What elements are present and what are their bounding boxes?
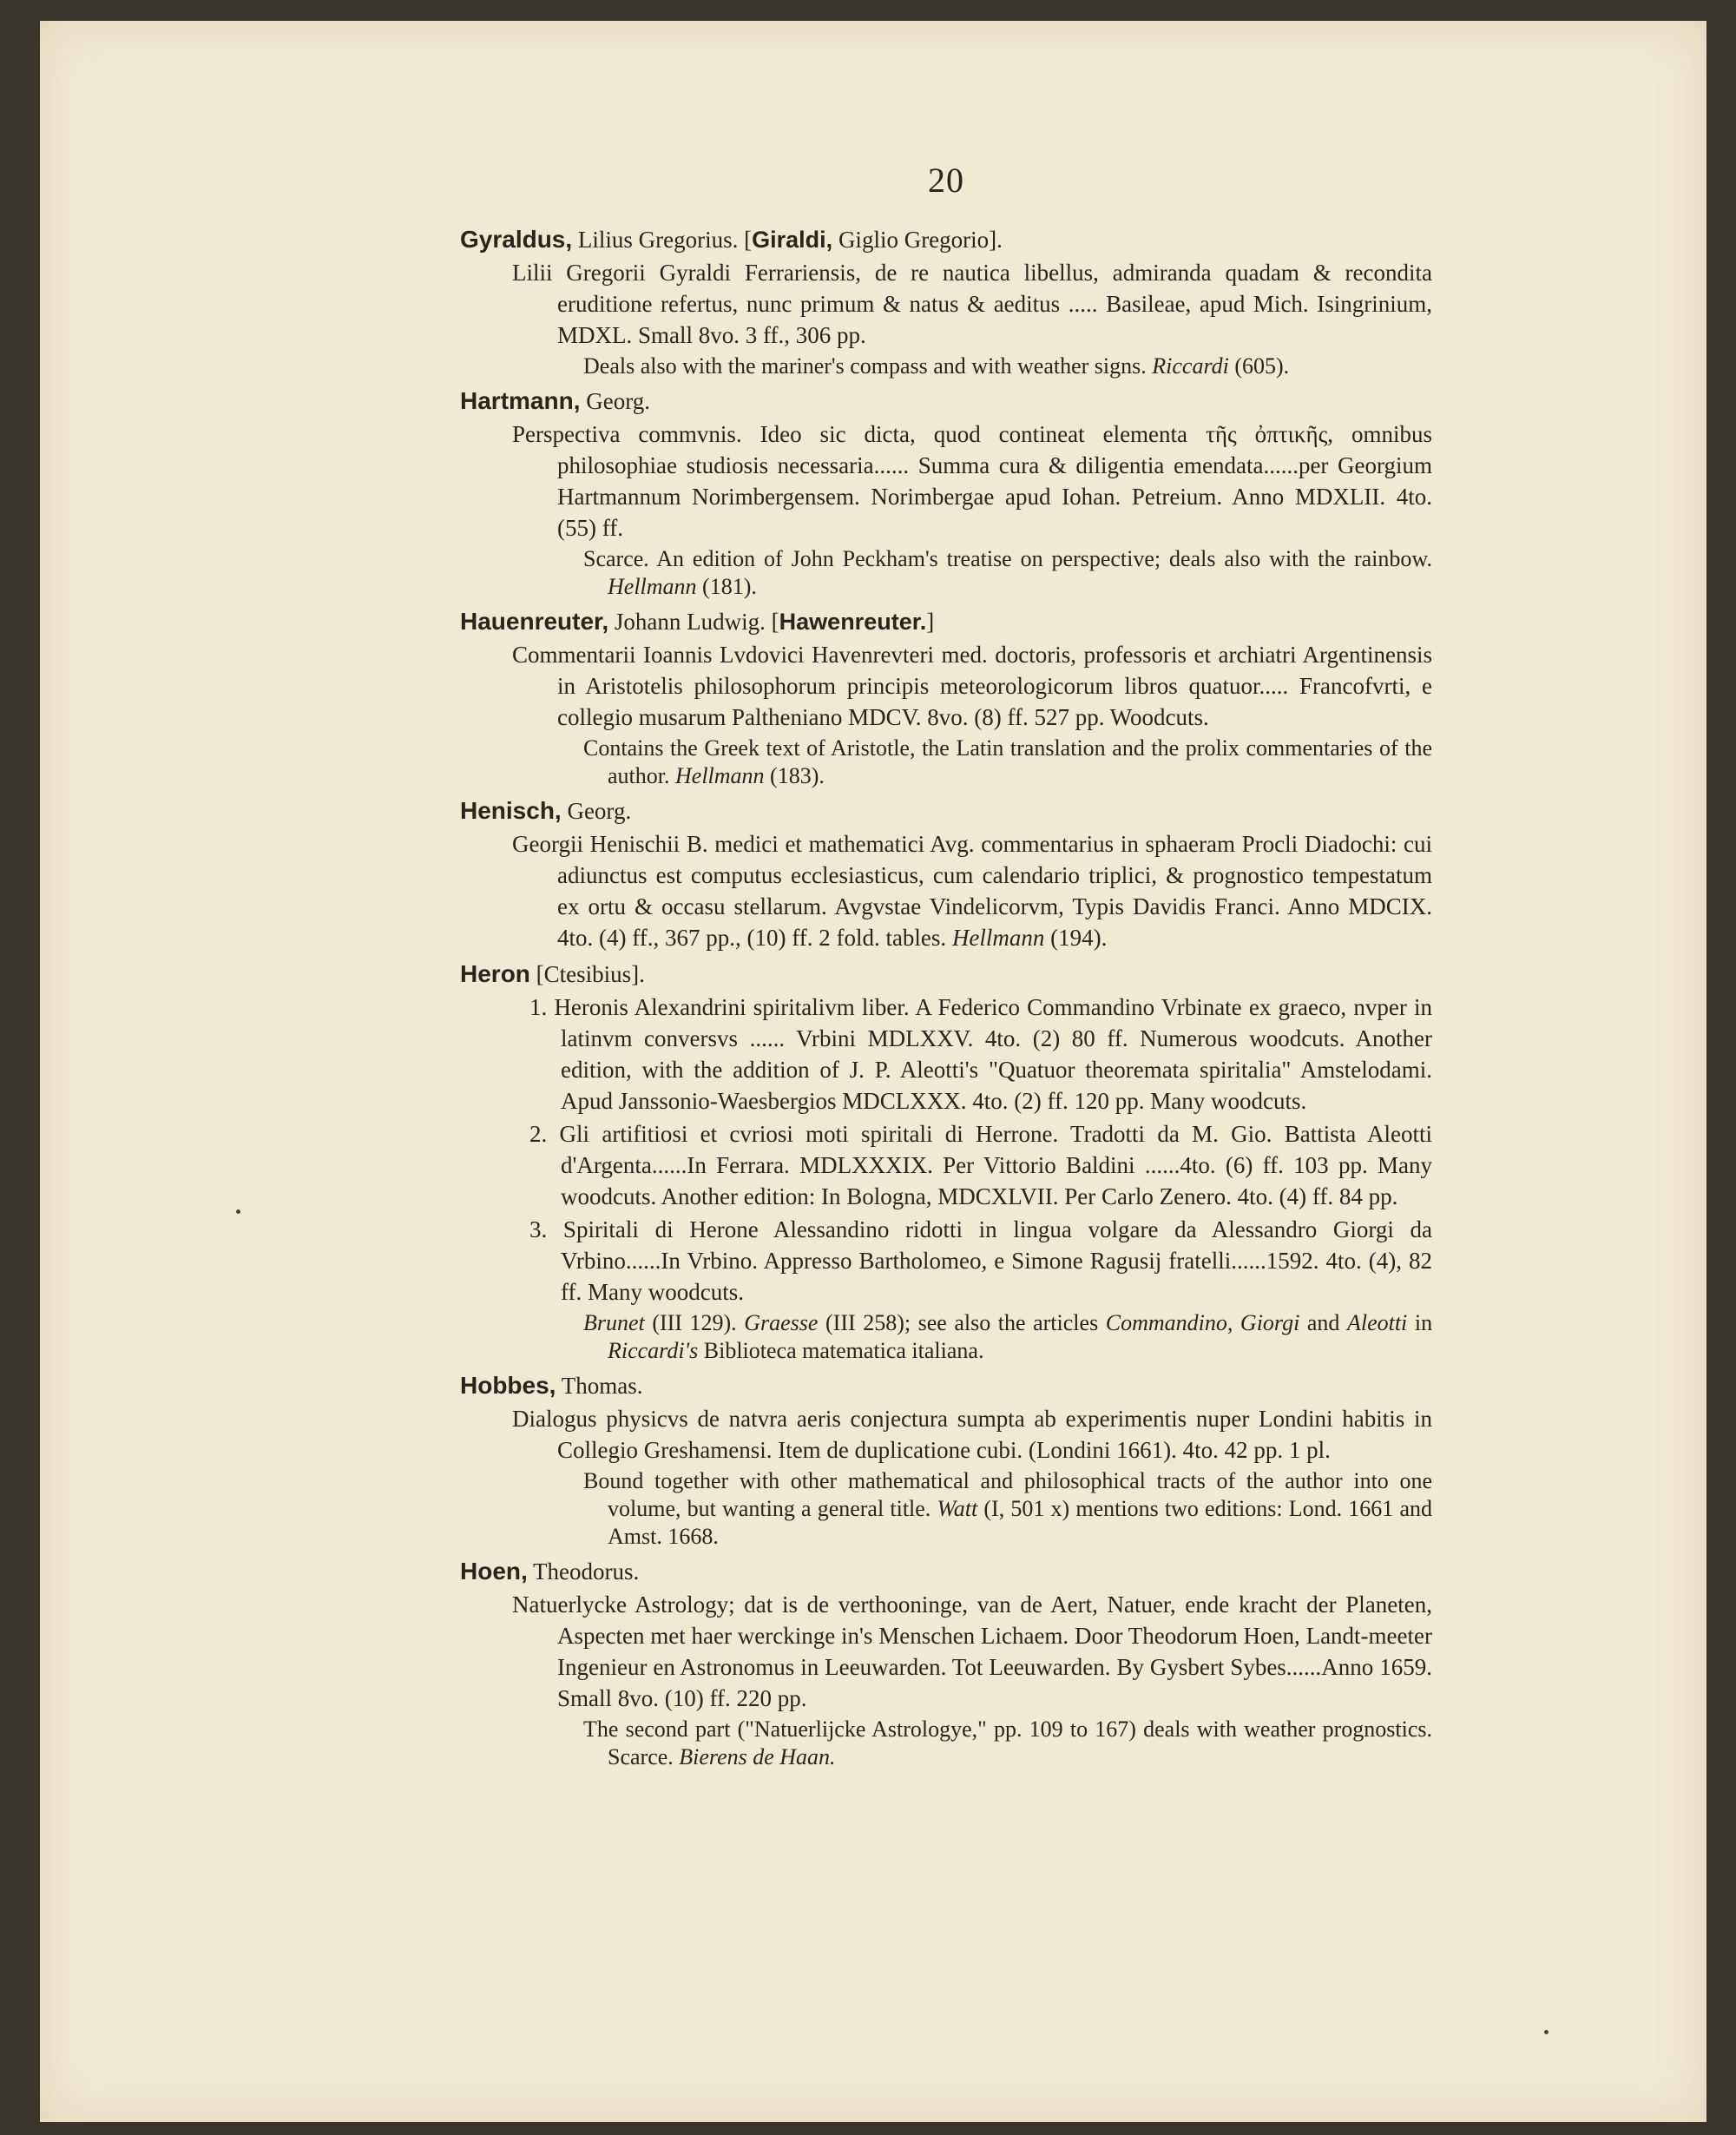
entry-gyraldus bbox=[460, 224, 1432, 380]
alt-bracket: [ bbox=[771, 609, 779, 635]
numbered-item bbox=[512, 1214, 1432, 1308]
bibliographic-entry: Lilii Gregorii Gyraldi Ferrariensis, de re nautica libellus, admiranda quadam & recondita eruditione refertus, nunc primum & natus & aeditus ..... Basileae, apud Mich. Isingrinium, MDXL. Small 8vo. 3 ff., 306 pp. bbox=[512, 260, 1432, 348]
citation: Riccardi bbox=[1152, 353, 1229, 379]
author-name: Hartmann, bbox=[460, 387, 581, 414]
annotation bbox=[583, 735, 1432, 790]
author-given: Thomas. bbox=[561, 1373, 643, 1399]
item-number: 2. bbox=[529, 1121, 548, 1147]
note-after: (183). bbox=[770, 763, 825, 788]
entry-hoen bbox=[460, 1556, 1432, 1771]
bibliographic-entry: Perspectiva commvnis. Ideo sic dicta, quod contineat elementa τῆς ὀπτικῆς, omnibus philosophiae studiosis necessaria...... Summa cura & diligentia emendata......per Georgium Hartmannum Norimbergensem. Norimbergae apud Iohan. Petreium. Anno MDXLII. 4to. (55) ff. bbox=[512, 421, 1432, 541]
annotation bbox=[583, 353, 1432, 380]
alt-rest: Giglio Gregorio]. bbox=[838, 227, 1003, 253]
alt-bracket: [ bbox=[744, 227, 753, 253]
note-text: Biblioteca matematica italiana. bbox=[703, 1338, 984, 1363]
note-after: (181). bbox=[702, 574, 757, 599]
citation: Bierens de Haan. bbox=[679, 1744, 836, 1769]
author-given: Georg. bbox=[567, 798, 632, 824]
author-given: Lilius Gregorius. bbox=[577, 227, 739, 253]
bibliographic-entry: Commentarii Ioannis Lvdovici Havenrevteri med. doctoris, professoris et archiatri Argentinensis in Aristotelis philosophorum principis meteorologicorum libros quatuor..... Francofvrti, e collegio musarum Paltheniano MDCV. 8vo. (8) ff. 527 pp. Woodcuts. bbox=[512, 642, 1432, 730]
entry-hauenreuter bbox=[460, 606, 1432, 790]
bib-after: (194). bbox=[1050, 925, 1108, 951]
numbered-item bbox=[512, 1118, 1432, 1212]
entry-heron bbox=[460, 959, 1432, 1365]
citation: Aleotti bbox=[1346, 1310, 1408, 1335]
entry-hartmann bbox=[460, 385, 1432, 601]
annotation bbox=[583, 1309, 1432, 1365]
citation: Watt bbox=[937, 1496, 978, 1521]
bib-text: Georgii Henischii B. medici et mathematici Avg. commentarius in sphaeram Procli Diadochi: cui adiunctus est computus ecclesiasticus, cum calendario triplici, & prognostico tempestatum ex ortu & occasu stellarum. Avgvstae Vindelicorvm, Typis Davidis Franci. Anno MDCIX. 4to. (4) ff., 367 pp., (10) ff. 2 fold. tables. bbox=[512, 831, 1432, 951]
page-content bbox=[460, 161, 1433, 1776]
note-text: Deals also with the mariner's compass and with weather signs. bbox=[583, 353, 1147, 379]
note-text: Contains the Greek text of Aristotle, the Latin translation and the prolix commentaries of the author. bbox=[583, 735, 1432, 788]
ink-speck bbox=[1544, 2030, 1549, 2034]
note-text: (III 258); see also the articles bbox=[825, 1310, 1099, 1335]
citation: Brunet bbox=[583, 1310, 645, 1335]
citation: Hellmann bbox=[608, 574, 697, 599]
item-number: 3. bbox=[529, 1216, 548, 1242]
author-given: Johann Ludwig. bbox=[614, 609, 766, 635]
entry-heading bbox=[460, 385, 1432, 417]
alt-name: Hawenreuter. bbox=[779, 609, 927, 635]
citation: Graesse bbox=[744, 1310, 819, 1335]
item-number: 1. bbox=[529, 994, 548, 1020]
entry-heading bbox=[460, 795, 1432, 827]
annotation bbox=[583, 1467, 1432, 1551]
page-number: 20 bbox=[928, 161, 964, 200]
note-after: (I, 501 x) mentions two editions: Lond. 1661 and Amst. 1668. bbox=[608, 1496, 1433, 1549]
note-after: (605). bbox=[1234, 353, 1290, 379]
note-text: Scarce. An edition of John Peckham's treatise on perspective; deals also with the rainbow. bbox=[583, 546, 1432, 571]
note-text: in bbox=[1414, 1310, 1433, 1335]
author-given: Theodorus. bbox=[533, 1558, 640, 1585]
annotation bbox=[583, 1716, 1432, 1771]
note-text: (III 129). bbox=[652, 1310, 737, 1335]
author-name: Gyraldus, bbox=[460, 226, 573, 253]
citation: Commandino, Giorgi bbox=[1105, 1310, 1300, 1335]
item-text: Spiritali di Herone Alessandino ridotti in lingua volgare da Alessandro Giorgi da Vrbino......In Vrbino. Appresso Bartholomeo, e Simone Ragusij fratelli......1592. 4to. (4), 82 ff. Many woodcuts. bbox=[561, 1216, 1433, 1305]
note-text: Bound together with other mathematical and philosophical tracts of the author into one volume, but wanting a general title. bbox=[583, 1468, 1432, 1521]
entry-hobbes bbox=[460, 1370, 1432, 1551]
author-name: Hauenreuter, bbox=[460, 608, 609, 635]
numbered-item bbox=[512, 992, 1432, 1117]
citation: Hellmann bbox=[951, 925, 1045, 951]
ink-speck bbox=[236, 1209, 240, 1214]
item-text: Gli artifitiosi et cvriosi moti spiritali di Herrone. Tradotti da M. Gio. Battista Aleotti d'Argenta......In Ferrara. MDLXXXIX. Per Vittorio Baldini ......4to. (6) ff. 103 pp. Many woodcuts. Another edition: In Bologna, MDCXLVII. Per Carlo Zenero. 4to. (4) ff. 84 pp. bbox=[559, 1121, 1432, 1209]
entry-henisch bbox=[460, 795, 1432, 953]
entry-heading bbox=[460, 1370, 1432, 1401]
bibliographic-entry: Dialogus physicvs de natvra aeris conjectura sumpta ab experimentis nuper Londini habitis in Collegio Greshamensi. Item de duplicatione cubi. (Londini 1661). 4to. 42 pp. 1 pl. bbox=[512, 1406, 1432, 1463]
note-text: The second part ("Natuerlijcke Astrologye," pp. 109 to 167) deals with weather prognostics. Scarce. bbox=[583, 1717, 1432, 1769]
author-given: [Ctesibius]. bbox=[536, 961, 645, 987]
entry-heading bbox=[460, 1556, 1432, 1587]
author-name: Hoen, bbox=[460, 1558, 528, 1585]
citation: Riccardi's bbox=[608, 1338, 699, 1363]
author-name: Hobbes, bbox=[460, 1372, 556, 1399]
citation: Hellmann bbox=[675, 763, 765, 788]
entry-heading bbox=[460, 224, 1432, 255]
author-name: Henisch, bbox=[460, 797, 562, 824]
alt-name: Giraldi, bbox=[752, 227, 833, 253]
entry-heading bbox=[460, 959, 1432, 990]
annotation bbox=[583, 545, 1432, 601]
author-given: Georg. bbox=[586, 388, 650, 414]
alt-rest: ] bbox=[926, 609, 935, 635]
author-name: Heron bbox=[460, 960, 530, 987]
bibliographic-entry bbox=[512, 828, 1432, 953]
note-text: and bbox=[1306, 1310, 1340, 1335]
entry-heading bbox=[460, 606, 1432, 637]
bibliographic-entry: Natuerlycke Astrology; dat is de verthooninge, van de Aert, Natuer, ende kracht der Planeten, Aspecten met haer werckinge in's Menschen Lichaem. Door Theodorum Hoen, Landt-meeter Ingenieur en Astronomus in Leeuwarden. Tot Leeuwarden. By Gysbert Sybes......Anno 1659. Small 8vo. (10) ff. 220 pp. bbox=[512, 1591, 1432, 1711]
item-text: Heronis Alexandrini spiritalivm liber. A Federico Commandino Vrbinate ex graeco, nvper in latinvm conversvs ...... Vrbini MDLXXV. 4to. (2) 80 ff. Numerous woodcuts. Another edition, with the addition of J. P. Aleotti's "Quatuor theoremata spiritalia" Amstelodami. Apud Janssonio-Waesbergios MDCLXXX. 4to. (2) ff. 120 pp. Many woodcuts. bbox=[554, 994, 1433, 1114]
